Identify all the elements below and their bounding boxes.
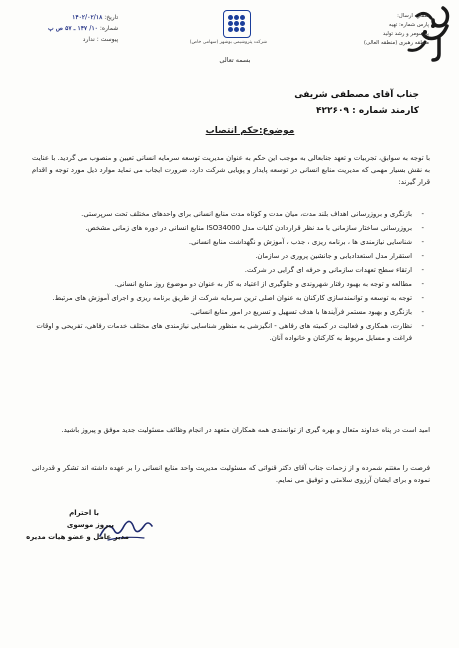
duty-item: - بازنگری و بروزرسانی اهداف بلند مدت، میان مدت و کوتاه مدت منابع انسانی برای واحدهای مختلف تحت سرپرستی. (36, 208, 424, 220)
signatory-title: مدیر عامل و عضو هیات مدیره (26, 533, 129, 541)
duty-item: - نظارت، همکاری و فعالیت در کمیته های رفاهی - انگیزشی به منظور شناسایی نیازمندی های مختلف خدمات رفاهی، تفریحی و اوقات فراغت و مسایل مربوط به کارکنان و خانواده آنان. (36, 320, 424, 344)
thanks-paragraph: فرصت را مغتنم شمرده و از زحمات جناب آقای دکتر قنواتی که مسئولیت مدیریت واحد منابع انسانی را بر عهده داشته اند تشکر و قدردانی نموده و برای ایشان آرزوی سلامتی و توفیق می نمایم. (32, 464, 430, 485)
duty-item: - استقرار مدل استعدادیابی و جانشین پروری در سازمان. (36, 250, 424, 262)
number-value: ۱۰/ ۱۴۷ ـ ۵۷ ص پ (48, 25, 98, 32)
addressee-name: جناب آقای مصطفی شریفی (294, 90, 419, 100)
company-name: شرکت پتروشیمی بوشهر (سهامی خاص) (189, 40, 267, 45)
attachment-label: پیوست : (96, 36, 119, 43)
sender-ref-line: پارس شماره: تهیه (388, 22, 429, 28)
letter-meta-block (48, 12, 118, 45)
attachment-value: ندارد (82, 36, 95, 43)
signature-greeting: با احترام (69, 509, 99, 517)
company-logo-icon (223, 10, 251, 38)
sender-ref-line: پارسومر و رشد تولید (382, 31, 429, 37)
employee-number: کارمند شماره : ۴۲۲۶۰۹ (316, 106, 419, 116)
bismillah: بسمه تعالی (219, 56, 251, 64)
duty-item: - ارتقاء سطح تعهدات سازمانی و حرفه ای گرایی در شرکت. (36, 264, 424, 276)
date-label: تاریخ: (104, 14, 119, 21)
sender-ref-line: منطقه رهبری (منطقه العالی) (363, 40, 429, 46)
duty-item: - بروزرسانی ساختار سازمانی با مد نظر قراردادن کلیات مدل ISO34000 منابع انسانی در دوره های زمانی مشخص. (36, 222, 424, 234)
subject-line: موضوع:حکم انتصاب (205, 126, 295, 136)
signatory-name: پیروز موسوی (66, 521, 114, 529)
closing-paragraph: امید است در پناه خداوند متعال و بهره گیری از توانمندی همه همکاران متعهد در انجام وظائف مسئولیت جدید موفق و پیروز باشید. (61, 426, 430, 434)
duties-list (36, 208, 424, 346)
duty-item: - بازنگری و بهبود مستمر فرآیندها با هدف تسهیل و تسریع در امور منابع انسانی. (36, 306, 424, 318)
duty-item: - توجه به توسعه و توانمندسازی کارکنان به عنوان اصلی ترین سرمایه شرکت از طریق برنامه ریزی و اجرای آموزش های مرتبط. (36, 292, 424, 304)
sender-ref-block (364, 12, 429, 48)
duty-item: - مطالعه و توجه به بهبود رفتار شهروندی و جلوگیری از اعتیاد به کار به عنوان دو موضوع روز منابع انسانی. (36, 278, 424, 290)
duty-item: - شناسایی نیازمندی ها ، برنامه ریزی ، جذب ، آموزش و نگهداشت منابع انسانی. (36, 236, 424, 248)
number-label: شماره: (99, 25, 119, 32)
company-logo-block (189, 10, 267, 45)
date-value: ۱۴۰۲/۰۲/۱۸ (72, 14, 103, 21)
intro-paragraph: با توجه به سوابق، تجربیات و تعهد جنابعالی به موجب این حکم به عنوان مدیریت توسعه سرمایه انسانی تعیین و منصوب می گردید. با عنایت به نقش بسیار مهمی که مدیریت منابع انسانی در توسعه پایدار و پویایی شرکت دارد، ضرورت ایجاب می نماید موارد ذیل مورد توجه و اقدام قرار گیرند: (32, 154, 430, 187)
sender-ref-label: شماره ارسال: (397, 13, 429, 19)
